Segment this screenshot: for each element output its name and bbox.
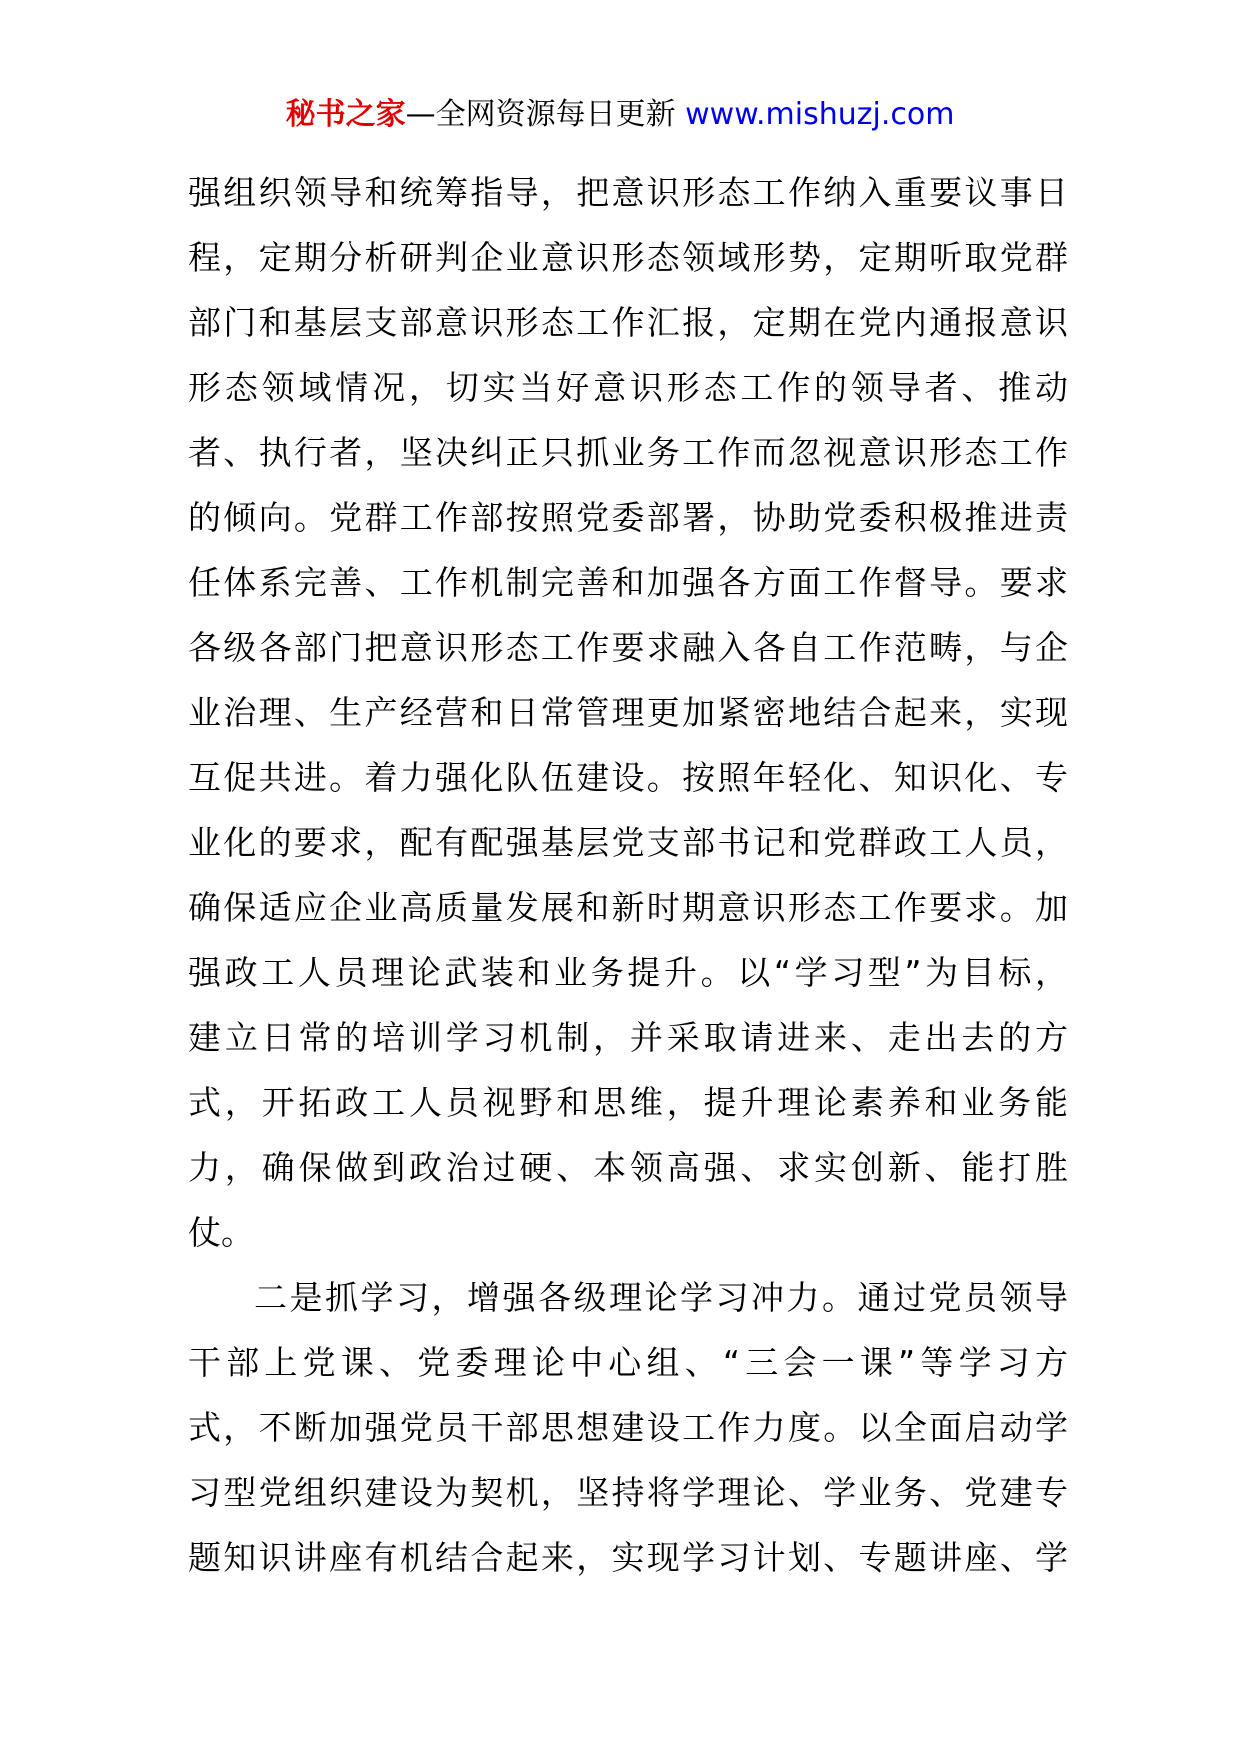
paragraph-line: 业化的要求，配有配强基层党支部书记和党群政工人员，	[188, 823, 1068, 862]
paragraph-line: 建立日常的培训学习机制，并采取请进来、走出去的方	[188, 1018, 1068, 1057]
paragraph-line: 强政工人员理论武装和业务提升。以“学习型”为目标，	[188, 953, 1068, 992]
site-brand: 秘书之家	[285, 97, 406, 132]
paragraph-line: 业治理、生产经营和日常管理更加紧密地结合起来，实现	[188, 693, 1068, 732]
paragraph-line: 强组织领导和统筹指导，把意识形态工作纳入重要议事日	[188, 173, 1068, 212]
paragraph-line: 程，定期分析研判企业意识形态领域形势，定期听取党群	[188, 238, 1068, 277]
paragraph-line: 式，不断加强党员干部思想建设工作力度。以全面启动学	[188, 1408, 1068, 1447]
paragraph-line: 确保适应企业高质量发展和新时期意识形态工作要求。加	[188, 888, 1068, 927]
paragraph-line: 干部上党课、党委理论中心组、“三会一课”等学习方	[188, 1343, 1068, 1382]
site-url-link[interactable]: www.mishuzj.com	[685, 97, 955, 132]
paragraph-1	[188, 160, 1068, 1265]
paragraph-line: 互促共进。着力强化队伍建设。按照年轻化、知识化、专	[188, 758, 1068, 797]
paragraph-line: 二是抓学习，增强各级理论学习冲力。通过党员领导	[254, 1278, 1068, 1317]
paragraph-line: 任体系完善、工作机制完善和加强各方面工作督导。要求	[188, 563, 1068, 602]
paragraph-line: 者、执行者，坚决纠正只抓业务工作而忽视意识形态工作	[188, 433, 1068, 472]
page-header	[0, 95, 1240, 135]
paragraph-line: 部门和基层支部意识形态工作汇报，定期在党内通报意识	[188, 303, 1068, 342]
paragraph-line: 力，确保做到政治过硬、本领高强、求实创新、能打胜	[188, 1148, 1068, 1187]
paragraph-line: 习型党组织建设为契机，坚持将学理论、学业务、党建专	[188, 1473, 1068, 1512]
paragraph-line: 形态领域情况，切实当好意识形态工作的领导者、推动	[188, 368, 1068, 407]
site-tagline: —全网资源每日更新	[405, 97, 686, 132]
paragraph-line: 题知识讲座有机结合起来，实现学习计划、专题讲座、学	[188, 1538, 1068, 1577]
paragraph-line: 各级各部门把意识形态工作要求融入各自工作范畴，与企	[188, 628, 1068, 667]
paragraph-line: 的倾向。党群工作部按照党委部署，协助党委积极推进责	[188, 498, 1068, 537]
paragraph-2	[188, 1265, 1068, 1590]
paragraph-line: 式，开拓政工人员视野和思维，提升理论素养和业务能	[188, 1083, 1068, 1122]
paragraph-line: 仗。	[188, 1213, 254, 1252]
document-body	[188, 160, 1068, 1590]
